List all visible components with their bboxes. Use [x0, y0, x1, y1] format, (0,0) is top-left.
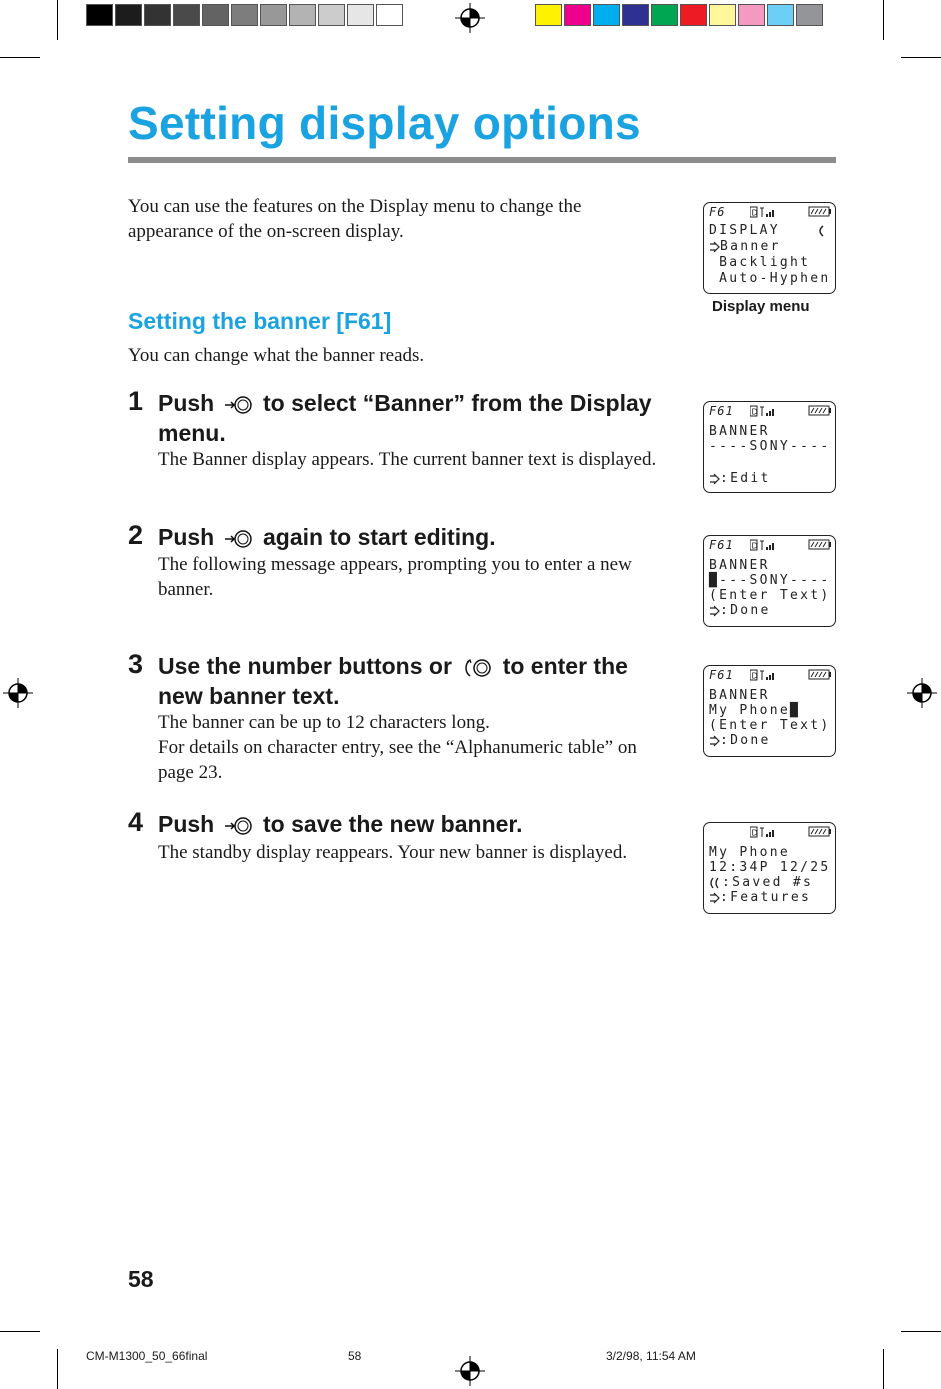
battery-icon: [808, 405, 832, 416]
lcd-line: Banner: [720, 239, 781, 254]
step-heading-lead: Push: [158, 390, 215, 416]
svg-text:D: D: [751, 208, 760, 218]
lcd-line: Backlight: [709, 255, 811, 270]
lcd-line: My Phone█: [709, 703, 801, 718]
lcd-line: BANNER: [709, 424, 770, 439]
lcd-line: :Done: [720, 603, 771, 618]
color-swatch: [564, 4, 591, 26]
section-intro: You can change what the banner reads.: [128, 345, 425, 366]
step-number: 3: [128, 649, 144, 679]
lcd-status-code: F61: [709, 668, 734, 682]
step-heading-rest: to save the new banner.: [263, 811, 523, 837]
signal-icon: [750, 539, 778, 551]
lcd-status-code: F61: [709, 404, 734, 418]
step-body: The standby display reappears. Your new banner is displayed.: [158, 842, 628, 863]
color-swatch: [260, 4, 287, 26]
step-body: The banner can be up to 12 characters long. For details on character entry, see the “Alphanumeric table” on page 23.: [158, 712, 637, 783]
step-body: The Banner display appears. The current banner text is displayed.: [158, 449, 657, 470]
signal-icon: [750, 405, 778, 417]
color-swatch: [796, 4, 823, 26]
title-rule: [128, 157, 836, 163]
registration-mark-icon: [455, 3, 485, 33]
color-swatch: [622, 4, 649, 26]
jog-push-icon: [224, 529, 254, 549]
lcd-line: DISPLAY: [709, 223, 780, 238]
color-swatch: [86, 4, 113, 26]
color-swatch: [651, 4, 678, 26]
step-number: 2: [128, 520, 144, 550]
intro-text: You can use the features on the Display menu to change the appearance of the on-screen display.: [128, 196, 582, 242]
lcd-line: BANNER: [709, 688, 770, 703]
color-swatch: [347, 4, 374, 26]
lcd-line: ----SONY----: [709, 439, 831, 454]
lcd-line: Auto-Hyphen: [709, 271, 831, 286]
jog-push-icon: [224, 816, 254, 836]
color-swatch: [593, 4, 620, 26]
battery-icon: [808, 826, 832, 837]
registration-mark-icon: [907, 678, 937, 708]
color-swatch: [231, 4, 258, 26]
color-swatch: [202, 4, 229, 26]
lcd-status-code: F6: [709, 205, 726, 219]
lcd-line: My Phone: [709, 845, 791, 860]
crop-mark: [57, 0, 58, 40]
step-heading: [158, 388, 678, 448]
registration-mark-icon: [3, 678, 33, 708]
color-swatch: [709, 4, 736, 26]
lcd-line: BANNER: [709, 558, 770, 573]
step-heading-lead: Push: [158, 524, 215, 550]
color-swatch: [173, 4, 200, 26]
step-heading: [158, 651, 678, 711]
step-heading-lead: Use the number buttons or: [158, 653, 452, 679]
slug-page: 58: [348, 1349, 362, 1363]
crop-mark: [0, 57, 40, 58]
lcd-line: :Done: [720, 733, 771, 748]
color-swatch: [535, 4, 562, 26]
lcd-display-menu: [703, 202, 836, 294]
svg-text:D: D: [751, 541, 760, 551]
color-swatch: [767, 4, 794, 26]
step-heading: [158, 522, 678, 552]
lcd-line: █---SONY----: [709, 573, 831, 588]
step-heading: [158, 809, 678, 839]
phone-icon: [816, 225, 826, 237]
color-swatch: [376, 4, 403, 26]
signal-icon: [750, 206, 778, 218]
grayscale-calibration-bar: [86, 4, 405, 28]
lcd-line: (Enter Text): [709, 588, 831, 603]
lcd-new-banner-display: [703, 665, 836, 757]
lcd-banner-display: [703, 401, 836, 493]
slug-date: 3/2/98, 11:54 AM: [606, 1349, 696, 1363]
crop-mark: [0, 1331, 40, 1332]
svg-text:D: D: [751, 671, 760, 681]
display-caption: Display menu: [712, 298, 810, 315]
signal-icon: [750, 669, 778, 681]
color-swatch: [144, 4, 171, 26]
step-heading-lead: Push: [158, 811, 215, 837]
slug-file: CM-M1300_50_66final: [86, 1349, 208, 1363]
battery-icon: [808, 539, 832, 550]
step-heading-rest: to select “Banner” from the Display menu.: [158, 390, 652, 446]
color-calibration-bar: [535, 4, 825, 28]
lcd-status-code: F61: [709, 538, 734, 552]
step-body: The following message appears, prompting you to enter a new banner.: [158, 554, 632, 600]
crop-mark: [57, 1349, 58, 1389]
section-heading: Setting the banner [F61]: [128, 308, 392, 334]
step-heading-rest: to enter the new banner text.: [158, 653, 628, 709]
lcd-line: :Features: [720, 890, 812, 905]
page-number: 58: [128, 1266, 154, 1292]
lcd-line: :Saved #s: [722, 875, 814, 890]
crop-mark: [901, 57, 941, 58]
battery-icon: [808, 669, 832, 680]
jog-push-icon: [224, 395, 254, 415]
crop-mark: [883, 1349, 884, 1389]
crop-mark: [883, 0, 884, 40]
color-swatch: [289, 4, 316, 26]
color-swatch: [318, 4, 345, 26]
jog-turn-icon: [708, 877, 722, 889]
svg-text:D: D: [751, 828, 760, 838]
lcd-line: 12:34P 12/25: [709, 860, 831, 875]
color-swatch: [680, 4, 707, 26]
lcd-line: :Edit: [720, 471, 771, 486]
lcd-banner-edit-display: [703, 535, 836, 627]
crop-mark: [901, 1331, 941, 1332]
step-heading-rest: again to start editing.: [263, 524, 496, 550]
color-swatch: [738, 4, 765, 26]
battery-icon: [808, 206, 832, 217]
jog-turn-icon: [461, 658, 493, 678]
color-swatch: [115, 4, 142, 26]
svg-text:D: D: [751, 407, 760, 417]
step-number: 1: [128, 386, 144, 416]
page-title: Setting display options: [128, 97, 641, 149]
step-number: 4: [128, 807, 144, 837]
registration-mark-icon: [455, 1356, 485, 1386]
lcd-standby-display: [703, 822, 836, 914]
lcd-line: (Enter Text): [709, 718, 831, 733]
signal-icon: [750, 826, 778, 838]
